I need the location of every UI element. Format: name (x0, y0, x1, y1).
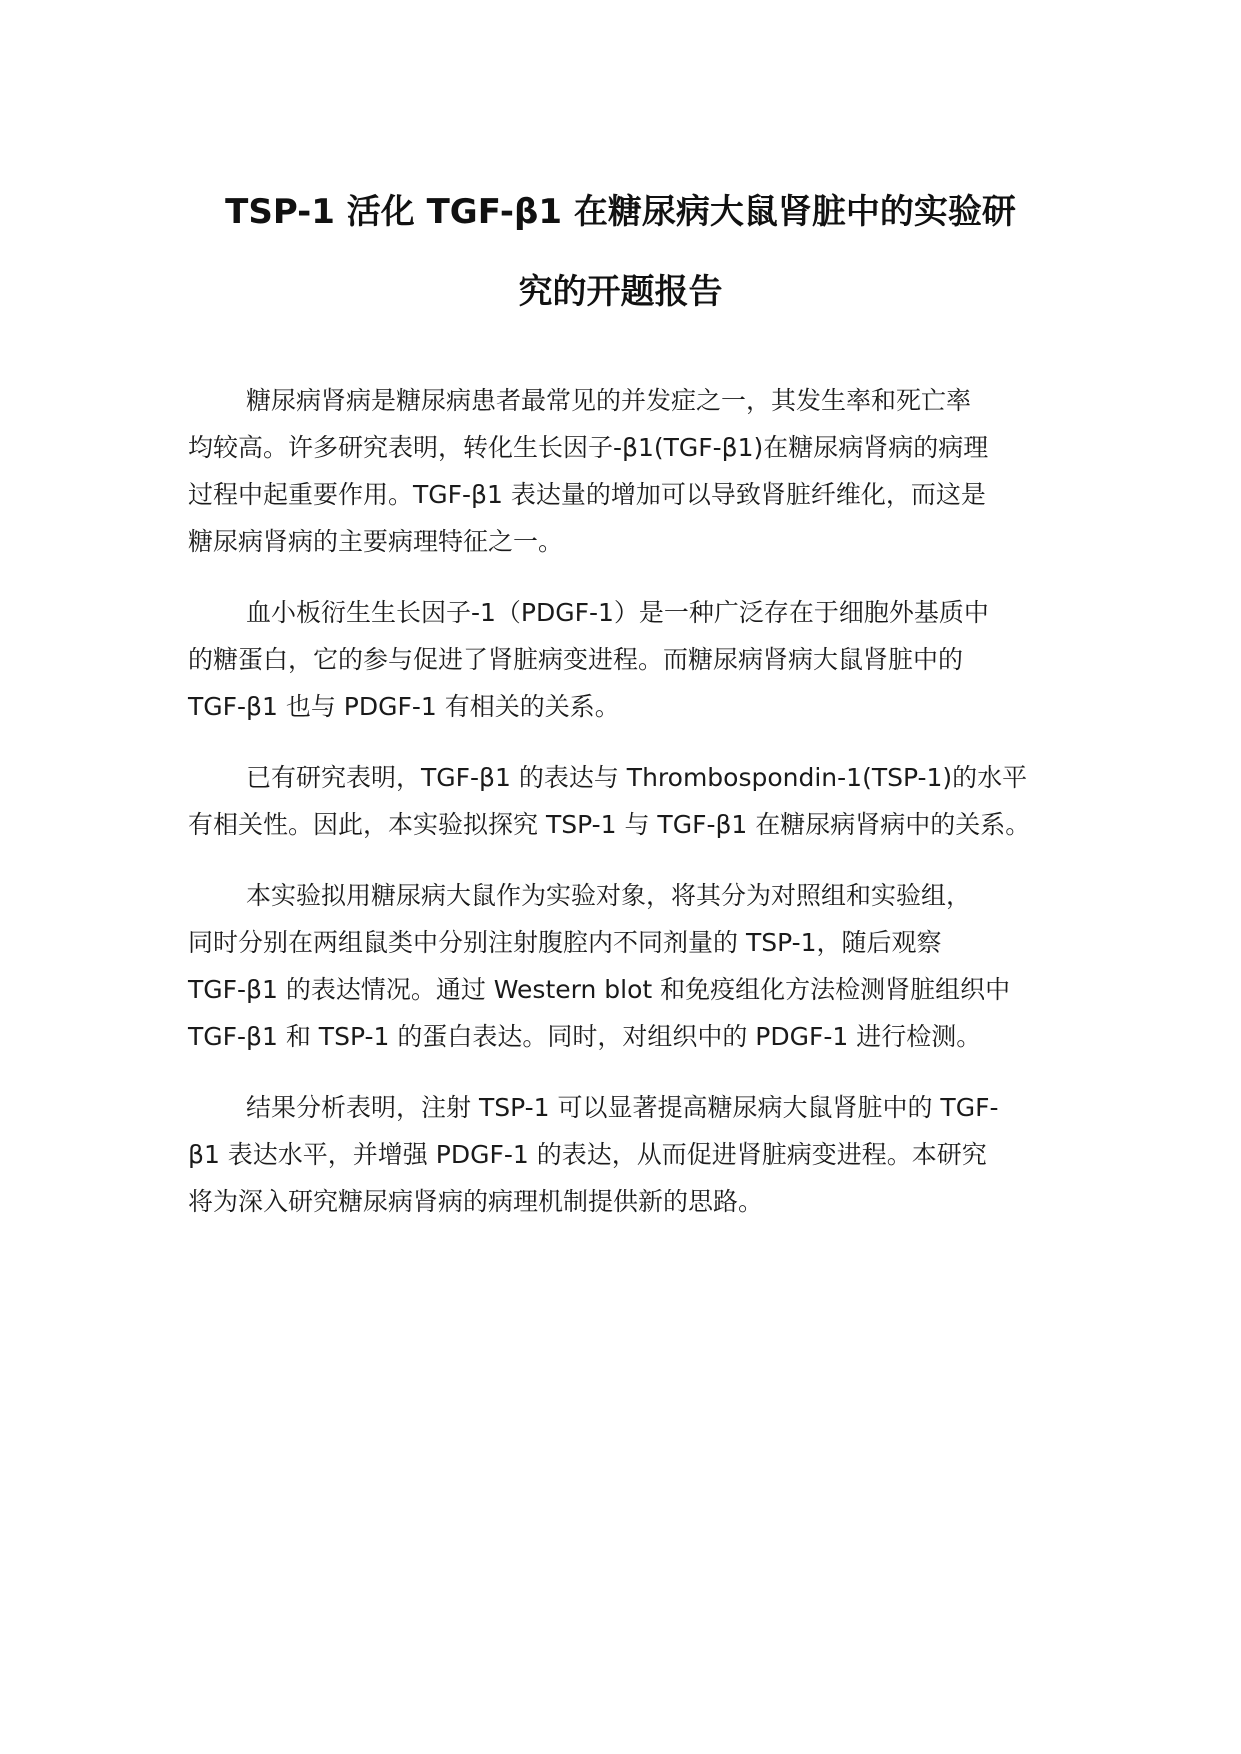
paragraph-3 (188, 754, 1068, 848)
paragraph-line: 均较高。许多研究表明，转化生长因子-β1(TGF-β1)在糖尿病肾病的病理 (188, 433, 989, 462)
paragraph-line: 糖尿病肾病是糖尿病患者最常见的并发症之一，其发生率和死亡率 (246, 386, 972, 415)
paragraph-line: 同时分别在两组鼠类中分别注射腹腔内不同剂量的 TSP-1，随后观察 (188, 928, 942, 957)
paragraph-line: 的糖蛋白，它的参与促进了肾脏病变进程。而糖尿病肾病大鼠肾脏中的 (188, 645, 964, 674)
paragraph-line: 过程中起重要作用。TGF-β1 表达量的增加可以导致肾脏纤维化，而这是 (188, 480, 986, 509)
title-line-2: 究的开题报告 (518, 272, 723, 312)
paragraph-4 (188, 872, 1068, 1060)
paragraph-2 (188, 589, 1068, 730)
paragraph-line: 已有研究表明，TGF-β1 的表达与 Thrombospondin-1(TSP-1)的水平 (246, 763, 1028, 792)
paragraph-5 (188, 1084, 1068, 1225)
paragraph-line: 有相关性。因此，本实验拟探究 TSP-1 与 TGF-β1 在糖尿病肾病中的关系。 (188, 810, 1031, 839)
paragraph-line: 本实验拟用糖尿病大鼠作为实验对象，将其分为对照组和实验组， (246, 881, 972, 910)
paragraph-line: 血小板衍生生长因子-1（PDGF-1）是一种广泛存在于细胞外基质中 (246, 598, 989, 627)
document-title (150, 172, 1091, 332)
paragraph-line: 结果分析表明，注射 TSP-1 可以显著提高糖尿病大鼠肾脏中的 TGF- (246, 1093, 999, 1122)
title-line-1: TSP-1 活化 TGF-β1 在糖尿病大鼠肾脏中的实验研 (225, 192, 1016, 232)
paragraph-line: β1 表达水平，并增强 PDGF-1 的表达，从而促进肾脏病变进程。本研究 (188, 1140, 987, 1169)
paragraph-line: 糖尿病肾病的主要病理特征之一。 (188, 527, 564, 556)
paragraph-line: TGF-β1 也与 PDGF-1 有相关的关系。 (188, 692, 620, 721)
paragraph-line: TGF-β1 和 TSP-1 的蛋白表达。同时，对组织中的 PDGF-1 进行检测。 (188, 1022, 982, 1051)
document-body (188, 377, 1068, 1249)
paragraph-line: 将为深入研究糖尿病肾病的病理机制提供新的思路。 (188, 1187, 764, 1216)
paragraph-1 (188, 377, 1068, 565)
paragraph-line: TGF-β1 的表达情况。通过 Western blot 和免疫组化方法检测肾脏组织中 (188, 975, 1011, 1004)
